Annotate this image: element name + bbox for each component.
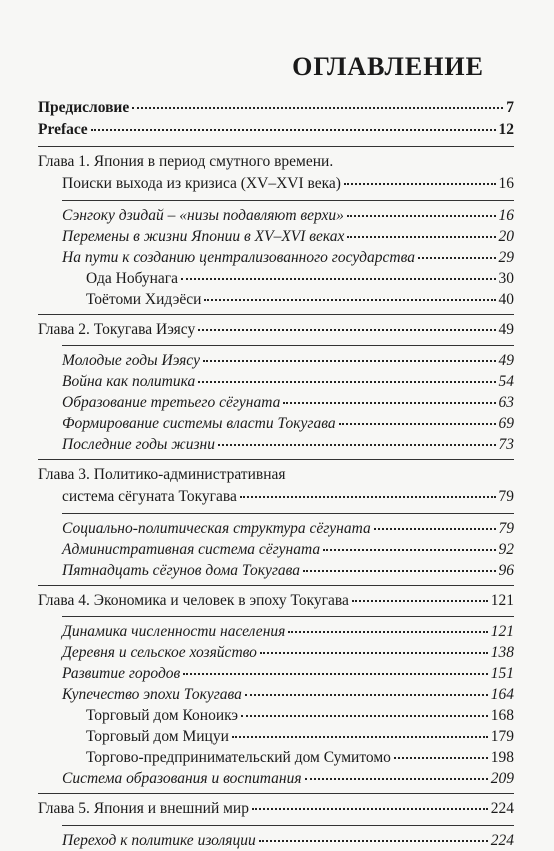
toc-page: 138	[490, 644, 514, 662]
toc-label: Торговый дом Коноикэ	[86, 707, 239, 725]
divider	[62, 200, 514, 201]
divider	[62, 345, 514, 346]
toc-label: Перемены в жизни Японии в XV–XVI веках	[62, 227, 345, 245]
toc-label: Последние годы жизни	[62, 435, 215, 453]
toc-page: 209	[490, 770, 514, 788]
toc-chapter-1[interactable]	[38, 173, 514, 195]
divider	[38, 585, 514, 586]
toc-label: На пути к созданию централизованного государства	[62, 248, 415, 266]
toc-label: Образование третьего сёгуната	[62, 393, 281, 411]
toc-label: Предисловие	[38, 99, 130, 116]
toc-section[interactable]	[38, 663, 514, 684]
leader-dots	[303, 570, 495, 572]
leader-dots	[232, 736, 488, 738]
toc-label: Пятнадцать сёгунов дома Токугава	[62, 561, 301, 579]
leader-dots	[288, 631, 487, 633]
divider	[38, 459, 514, 460]
toc-chapter-3[interactable]	[38, 486, 514, 508]
table-of-contents	[38, 97, 514, 851]
toc-label: Глава 5. Япония и внешний мир	[38, 800, 249, 818]
toc-label: Система образования и воспитания	[62, 770, 302, 788]
toc-subsection[interactable]	[38, 747, 514, 768]
leader-dots	[203, 360, 496, 362]
toc-subsection[interactable]	[38, 705, 514, 726]
toc-subsection[interactable]	[38, 726, 514, 747]
toc-page: 63	[498, 393, 514, 411]
toc-page: 29	[498, 248, 514, 266]
toc-label: Глава 3. Политико-административная	[38, 465, 286, 483]
toc-section[interactable]	[38, 539, 514, 560]
divider	[38, 314, 514, 315]
leader-dots	[283, 402, 495, 404]
toc-page: 92	[498, 540, 514, 558]
toc-label: Глава 1. Япония в период смутного времени.	[38, 152, 334, 170]
toc-section[interactable]	[38, 226, 514, 247]
toc-chapter-4[interactable]	[38, 590, 514, 612]
leader-dots	[323, 549, 495, 551]
toc-section[interactable]	[38, 392, 514, 413]
leader-dots	[418, 257, 496, 259]
toc-section[interactable]	[38, 684, 514, 705]
toc-page: 7	[506, 99, 514, 116]
toc-chapter-3-line1[interactable]	[38, 464, 514, 486]
toc-section[interactable]	[38, 371, 514, 392]
toc-page: 20	[498, 227, 514, 245]
toc-section[interactable]	[38, 434, 514, 455]
toc-label: Торговый дом Мицуи	[86, 728, 229, 746]
leader-dots	[91, 129, 496, 131]
leader-dots	[374, 528, 496, 530]
leader-dots	[183, 673, 487, 675]
toc-page: 224	[490, 800, 514, 818]
toc-chapter-2[interactable]	[38, 319, 514, 341]
toc-label: Торгово-предпринимательский дом Сумитомо	[86, 749, 391, 767]
toc-section[interactable]	[38, 413, 514, 434]
divider	[62, 513, 514, 514]
divider	[38, 793, 514, 794]
toc-subsection[interactable]	[38, 289, 514, 310]
toc-page: 16	[498, 206, 514, 224]
leader-dots	[305, 778, 488, 780]
toc-page: 69	[498, 414, 514, 432]
toc-label: Сэнгоку дзидай – «низы подавляют верхи»	[62, 206, 344, 224]
toc-label: Административная система сёгуната	[62, 540, 321, 558]
toc-section[interactable]	[38, 247, 514, 268]
toc-page: 73	[498, 435, 514, 453]
toc-page: 54	[498, 372, 514, 390]
toc-section[interactable]	[38, 830, 514, 851]
toc-label: Война как политика	[62, 372, 196, 390]
leader-dots	[132, 107, 503, 109]
leader-dots	[198, 329, 495, 331]
leader-dots	[352, 600, 488, 602]
leader-dots	[204, 299, 495, 301]
toc-label: Развитие городов	[62, 665, 181, 683]
toc-section[interactable]	[38, 205, 514, 226]
toc-label: Переход к политике изоляции	[62, 831, 256, 849]
toc-chapter-5[interactable]	[38, 798, 514, 820]
toc-chapter-1-line1[interactable]	[38, 151, 514, 173]
leader-dots	[241, 715, 488, 717]
toc-page: 30	[498, 269, 514, 287]
leader-dots	[252, 808, 488, 810]
toc-subsection[interactable]	[38, 268, 514, 289]
leader-dots	[260, 652, 488, 654]
leader-dots	[240, 496, 496, 498]
divider	[62, 616, 514, 617]
toc-label: Глава 2. Токугава Иэясу	[38, 320, 196, 338]
toc-label: Ода Нобунага	[86, 269, 179, 287]
toc-page: 79	[498, 488, 514, 506]
toc-page: 49	[498, 320, 514, 338]
page-title: ОГЛАВЛЕНИЕ	[292, 52, 484, 81]
toc-page: 121	[490, 623, 514, 641]
divider	[38, 146, 514, 147]
toc-section[interactable]	[38, 518, 514, 539]
toc-section[interactable]	[38, 621, 514, 642]
toc-page: 49	[498, 351, 514, 369]
leader-dots	[394, 757, 488, 759]
leader-dots	[339, 423, 496, 425]
toc-page: 151	[490, 665, 514, 683]
toc-label: Динамика численности населения	[62, 623, 286, 641]
toc-page: 79	[498, 519, 514, 537]
toc-entry-preface-en[interactable]	[38, 119, 514, 141]
toc-page: 16	[498, 175, 514, 193]
toc-page: 179	[490, 728, 514, 746]
leader-dots	[245, 694, 488, 696]
leader-dots	[344, 183, 496, 185]
leader-dots	[181, 278, 495, 280]
toc-page: 96	[498, 561, 514, 579]
toc-section[interactable]	[38, 560, 514, 581]
toc-page: 121	[490, 591, 514, 609]
toc-page: 40	[498, 290, 514, 308]
leader-dots	[218, 444, 496, 446]
toc-label: Молодые годы Иэясу	[62, 351, 200, 369]
toc-section[interactable]	[38, 642, 514, 663]
toc-label: Preface	[38, 121, 88, 139]
leader-dots	[347, 236, 495, 238]
leader-dots	[259, 840, 488, 842]
leader-dots	[198, 381, 495, 383]
toc-page: 12	[498, 121, 514, 139]
toc-label: система сёгуната Токугава	[62, 488, 237, 506]
toc-page: 198	[490, 749, 514, 767]
toc-label: Формирование системы власти Токугава	[62, 414, 336, 432]
toc-label: Купечество эпохи Токугава	[62, 686, 242, 704]
toc-page: 164	[490, 686, 514, 704]
toc-label: Глава 4. Экономика и человек в эпоху Токугава	[38, 591, 349, 609]
leader-dots	[347, 215, 496, 217]
toc-entry-preface[interactable]	[38, 97, 514, 119]
toc-page: 168	[490, 707, 514, 725]
toc-label: Тоётоми Хидэёси	[86, 290, 202, 308]
toc-page: 224	[490, 831, 514, 849]
toc-label: Деревня и сельское хозяйство	[62, 644, 257, 662]
toc-section[interactable]	[38, 350, 514, 371]
toc-section[interactable]	[38, 768, 514, 789]
toc-label: Социально-политическая структура сёгуната	[62, 519, 371, 537]
divider	[62, 825, 514, 826]
toc-label: Поиски выхода из кризиса (XV–XVI века)	[62, 175, 341, 193]
